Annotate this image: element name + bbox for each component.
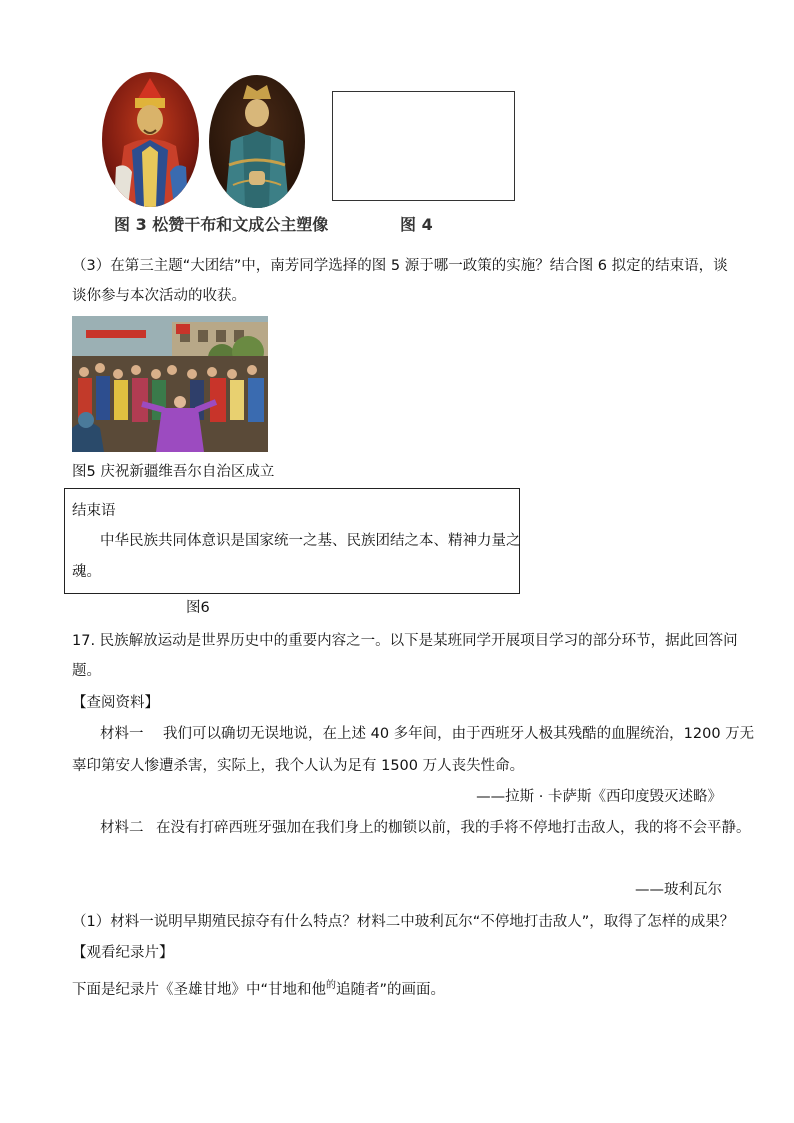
figure6-caption: 图6 xyxy=(186,600,210,616)
figure6-body-line2: 魂。 xyxy=(72,564,101,580)
documentary-intro-superscript: 的 xyxy=(326,980,337,991)
section-heading-research: 【查阅资料】 xyxy=(72,695,159,711)
material1-line1: 我们可以确切无误地说，在上述 40 多年间，由于西班牙人极其残酷的血腥统治，1200 万无 xyxy=(163,726,755,742)
q17-question1: （1）材料一说明早期殖民掠夺有什么特点？材料二中玻利瓦尔“不停地打击敌人”，取得了怎样的成果？ xyxy=(72,914,735,930)
documentary-intro-prefix: 下面是纪录片《圣雄甘地》中“甘地和他 xyxy=(72,982,327,998)
q17-intro-line1: 17. 民族解放运动是世界历史中的重要内容之一。以下是某班同学开展项目学习的部分环节，据此回答问 xyxy=(72,633,738,649)
figure6-title: 结束语 xyxy=(72,503,116,519)
material2-source: ——玻利瓦尔 xyxy=(635,882,722,898)
figure3-right-photo xyxy=(209,75,305,208)
figure4-frame xyxy=(332,91,515,201)
material2-text: 在没有打碎西班牙强加在我们身上的枷锁以前，我的手将不停地打击敌人，我的将不会平静。 xyxy=(156,820,751,836)
figure6-box xyxy=(64,488,520,594)
songtsen-gampo-statue-image xyxy=(102,72,199,207)
figure6-body-line1: 中华民族共同体意识是国家统一之基、民族团结之本、精神力量之 xyxy=(100,533,521,549)
celebration-crowd-image xyxy=(72,316,268,452)
material1-source: ——拉斯 · 卡萨斯《西印度毁灭述略》 xyxy=(476,789,722,805)
documentary-intro xyxy=(72,976,445,1000)
q3-line1: （3）在第三主题“大团结”中，南芳同学选择的图 5 源于哪一政策的实施？结合图 6 拟定的结束语，谈 xyxy=(72,258,728,274)
material1-line2: 辜印第安人惨遭杀害，实际上，我个人认为足有 1500 万人丧失性命。 xyxy=(72,758,525,774)
material2-label: 材料二 xyxy=(100,820,144,836)
q3-line2: 谈你参与本次活动的收获。 xyxy=(72,288,246,304)
figure3-left-photo xyxy=(102,72,199,207)
q17-intro-line2: 题。 xyxy=(72,663,101,679)
figure5-photo xyxy=(72,316,268,452)
documentary-intro-suffix: 追随者”的画面。 xyxy=(336,982,446,998)
section-heading-documentary: 【观看纪录片】 xyxy=(72,945,174,961)
figure3-caption: 图 3 松赞干布和文成公主塑像 xyxy=(114,215,329,234)
figure4-caption: 图 4 xyxy=(400,215,433,234)
material1-label: 材料一 xyxy=(100,726,144,742)
princess-wencheng-statue-image xyxy=(209,75,305,208)
figure5-caption: 图5 庆祝新疆维吾尔自治区成立 xyxy=(72,464,275,480)
